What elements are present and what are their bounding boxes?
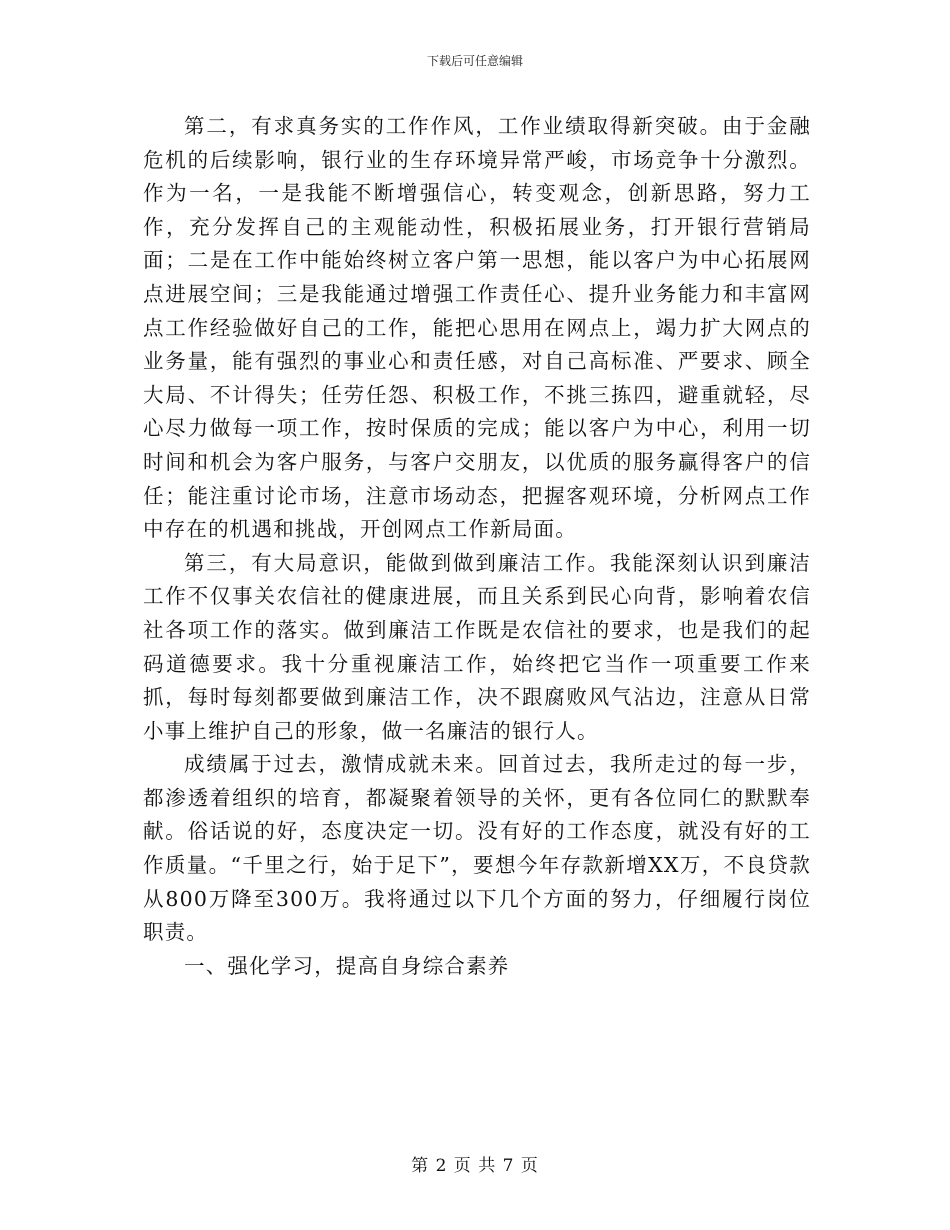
page-footer: 第 2 页 共 7 页 <box>411 1156 539 1176</box>
paragraph-second-point: 第二，有求真务实的工作作风，工作业绩取得新突破。由于金融危机的后续影响，银行业的生存环境异常严峻，市场竞争十分激烈。作为一名，一是我能不断增强信心，转变观念，创新思路，努力工作，充分发挥自己的主观能动性，积极拓展业务，打开银行营销局面；二是在工作中能始终树立客户第一思想，能以客户为中心拓展网点进展空间；三是我能通过增强工作责任心、提升业务能力和丰富网点工作经验做好自己的工作，能把心思用在网点上，竭力扩大网点的业务量，能有强烈的事业心和责任感，对自己高标准、严要求、顾全大局、不计得失；任劳任怨、积极工作，不挑三拣四，避重就轻，尽心尽力做每一项工作，按时保质的完成；能以客户为中心，利用一切时间和机会为客户服务，与客户交朋友，以优质的服务赢得客户的信任；能注重讨论市场，注意市场动态，把握客观环境，分析网点工作中存在的机遇和挑战，开创网点工作新局面。 <box>143 114 811 542</box>
paragraph-third-point: 第三，有大局意识，能做到做到廉洁工作。我能深刻认识到廉洁工作不仅事关农信社的健康进展，而且关系到民心向背，影响着农信社各项工作的落实。做到廉洁工作既是农信社的要求，也是我们的起码道德要求。我十分重视廉洁工作，始终把它当作一项重要工作来抓，每时每刻都要做到廉洁工作，决不跟腐败风气沾边，注意从日常小事上维护自己的形象，做一名廉洁的银行人。 <box>143 550 811 743</box>
page-header: 下载后可任意编辑 <box>426 54 523 68</box>
section-heading-study: 一、强化学习，提高自身综合素养 <box>184 953 510 978</box>
document-body <box>143 110 811 983</box>
paragraph-future-outlook: 成绩属于过去，激情成就未来。回首过去，我所走过的每一步，都渗透着组织的培育，都凝聚着领导的关怀，更有各位同仁的默默奉献。俗话说的好，态度决定一切。没有好的工作态度，就没有好的工作质量。“千里之行，始于足下”，要想今年存款新增XX万，不良贷款从800万降至300万。我将通过以下几个方面的努力，仔细履行岗位职责。 <box>143 752 811 945</box>
